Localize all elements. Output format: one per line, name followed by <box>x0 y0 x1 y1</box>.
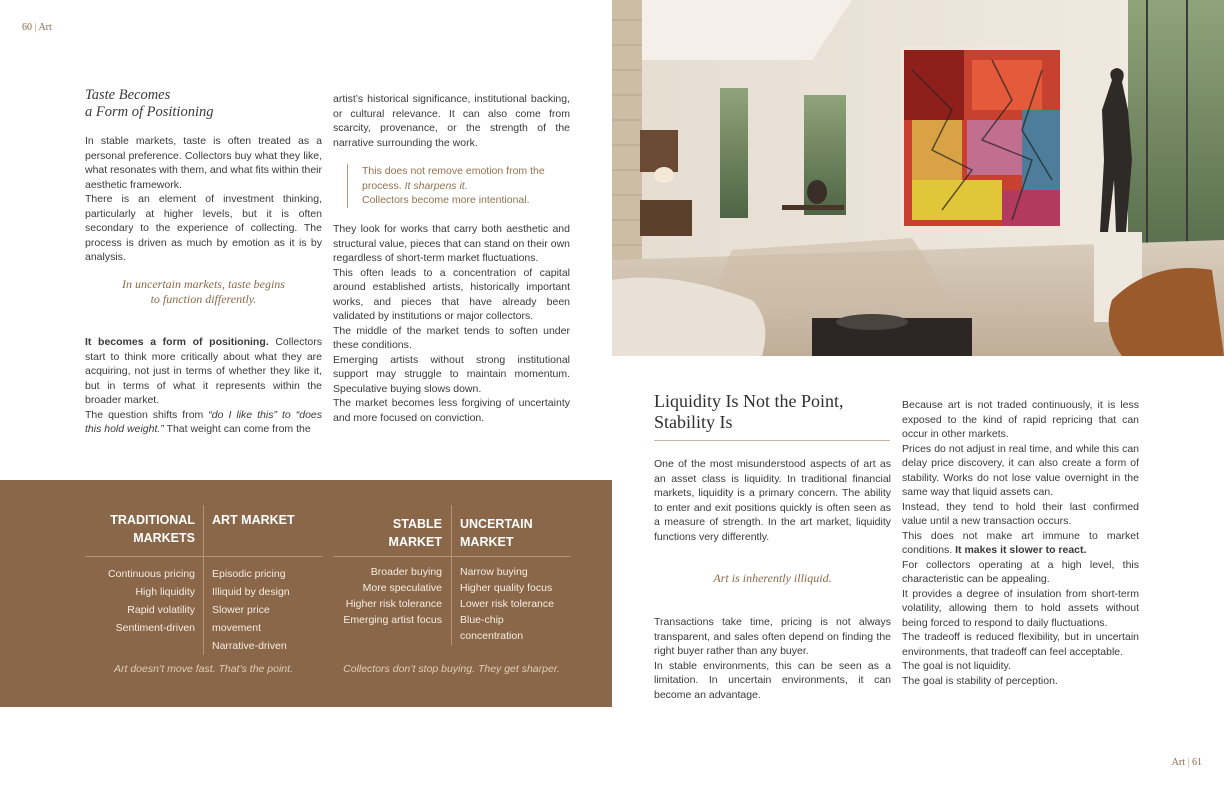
interior-photo <box>612 0 1224 356</box>
heading-rule <box>654 440 890 441</box>
table2-head-left-line1: STABLE <box>392 517 442 531</box>
table2-head-right <box>460 515 570 551</box>
comparison-table-traditional-vs-art <box>85 505 322 660</box>
table2-right-item: Narrow buying <box>460 566 528 578</box>
inline-quote <box>347 164 567 208</box>
comparison-table-stable-vs-uncertain <box>333 505 570 660</box>
paragraph: In stable markets, taste is often treated as a personal preference. Collectors buy what they like, what resonates with them, and what fits within their aesthetic framework. <box>85 135 322 191</box>
table1-right-item: Illiquid by design <box>212 586 290 598</box>
paragraph-lead: The question shifts from <box>85 408 209 421</box>
table2-right-item: Blue-chip <box>460 614 504 626</box>
paragraph: Instead, they tend to hold their last confirmed value until a new transaction occurs. <box>902 500 1139 527</box>
table2-left-item: More speculative <box>362 582 442 594</box>
table1-left-item: High liquidity <box>135 586 195 598</box>
paragraph: For collectors operating at a high level, this characteristic can be appealing. <box>902 558 1139 585</box>
left-heading-line1: Taste Becomes <box>85 87 171 103</box>
table1-left-column <box>85 565 195 637</box>
quote-line2-start: process. <box>362 179 405 192</box>
table1-left-item: Continuous pricing <box>108 568 195 580</box>
table2-divider <box>451 505 452 645</box>
paragraph: There is an element of investment thinking, particularly at higher levels, but it is often secondary to the experience of collecting. The process is driven as much by emotion as it is by analysis. <box>85 193 322 263</box>
quote-line1: This does not remove emotion from the <box>362 165 545 177</box>
table2-right-item: Lower risk tolerance <box>460 598 554 610</box>
paragraph-tail: That weight can come from the <box>163 423 311 435</box>
table2-left-item: Broader buying <box>370 566 442 578</box>
paragraph: artist’s historical significance, institutional backing, or cultural relevance. It can also come from scarcity, provenance, or the strength of the narrative surrounding the work. <box>333 93 570 149</box>
bold-phrase: It makes it slower to react. <box>955 544 1087 556</box>
table1-right-item: Narrative-driven <box>212 640 287 652</box>
quote-line2-italic: It sharpens it. <box>404 179 468 192</box>
table2-note: Collectors don’t stop buying. They get sharper. <box>343 663 560 675</box>
paragraph: Because art is not traded continuously, it is less exposed to the kind of rapid repricing that can occur in other markets. <box>902 399 1139 440</box>
folio-separator: | <box>1187 757 1192 768</box>
right-column-1-top <box>654 457 891 544</box>
table1-divider <box>203 505 204 655</box>
paragraph: Prices do not adjust in real time, and while this can delay price discovery, it can also create a form of stability. Works do not lose value overnight in the same way that liquid assets can. <box>902 442 1139 498</box>
table1-head-left-line2: MARKETS <box>133 531 195 545</box>
paragraph: The middle of the market tends to soften under these conditions. <box>333 324 570 351</box>
left-heading-line2: a Form of Positioning <box>85 104 214 120</box>
left-page-number: 60 <box>22 22 32 33</box>
paragraph-lead: This does not make art immune to market conditions. <box>902 529 1139 556</box>
table2-right-column <box>460 564 570 644</box>
right-folio <box>1150 757 1202 768</box>
table1-left-item: Rapid volatility <box>127 604 195 616</box>
table1-right-column <box>212 565 322 655</box>
paragraph: The market becomes less forgiving of uncertainty and more focused on conviction. <box>333 397 570 424</box>
paragraph: The tradeoff is reduced flexibility, but in uncertain environments, that tradeoff can feel acceptable. <box>902 631 1139 658</box>
table1-head-left <box>85 511 195 547</box>
table1-right-item: Episodic pricing <box>212 568 286 580</box>
right-pull-quote: Art is inherently illiquid. <box>713 571 832 585</box>
interior-photo-illustration <box>612 0 1224 356</box>
table1-note: Art doesn’t move fast. That’s the point. <box>114 663 293 675</box>
paragraph <box>902 529 1139 558</box>
quote-line2 <box>362 179 567 194</box>
quote-line3: Collectors become more intentional. <box>362 194 530 206</box>
left-column-2-top <box>333 92 570 150</box>
paragraph: One of the most misunderstood aspects of art as an asset class is liquidity. In traditional financial markets, liquidity is a primary concern. The ability to enter and exit positions quickly is often seen as a measure of strength. In the art market, liquidity functions very differently. <box>654 458 891 543</box>
table2-right-item: Higher quality focus <box>460 582 553 594</box>
paragraph-rest: Collectors start to think more critically about what they are acquiring, not just in terms of whether they like it, but in terms of what it represents within the broader market. <box>85 336 323 406</box>
right-column-2 <box>902 398 1139 688</box>
table2-left-item: Higher risk tolerance <box>345 598 442 610</box>
pull-quote-line1: In uncertain markets, taste begins <box>122 277 285 291</box>
left-column-1-bottom <box>85 335 322 437</box>
right-heading <box>654 391 890 433</box>
table1-right-item: Slower price <box>212 604 270 616</box>
paragraph <box>85 408 322 437</box>
paragraph <box>85 335 322 408</box>
table2-head-left <box>333 515 442 551</box>
table2-head-left-line2: MARKET <box>388 535 442 549</box>
table1-head-left-line1: TRADITIONAL <box>110 513 195 527</box>
paragraph: In stable environments, this can be seen as a limitation. In uncertain environments, it can become an advantage. <box>654 659 891 701</box>
paragraph: The goal is stability of perception. <box>902 674 1058 687</box>
pull-quote-line2: to function differently. <box>150 292 257 306</box>
right-heading-line2: Stability Is <box>654 412 733 432</box>
table2-head-right-line2: MARKET <box>460 535 514 549</box>
bold-lead: It becomes a form of positioning. <box>85 336 269 348</box>
paragraph: Emerging artists without strong institutional support may struggle to maintain momentum. Speculative buying slows down. <box>333 353 570 395</box>
italic-question: “do I like this” to “does this hold weight.” <box>85 408 322 435</box>
paragraph: The goal is not liquidity. <box>902 660 1011 672</box>
left-pull-quote <box>85 277 322 307</box>
right-section-name: Art <box>1171 757 1185 768</box>
left-heading <box>85 87 315 121</box>
left-column-1-top <box>85 134 322 265</box>
paragraph: Transactions take time, pricing is not always transparent, and sales often depend on finding the right buyer rather than any buyer. <box>654 616 891 657</box>
right-heading-line1: Liquidity Is Not the Point, <box>654 391 844 411</box>
paragraph: It provides a degree of insulation from short-term volatility, allowing them to hold assets without being forced to respond to daily fluctuations. <box>902 587 1139 629</box>
left-section-name: Art <box>38 22 52 33</box>
paragraph: This often leads to a concentration of capital around established artists, historically important works, and pieces that have already been validated by institutions or major collectors. <box>333 266 570 322</box>
folio-separator: | <box>34 22 39 33</box>
table2-left-column <box>333 564 442 628</box>
paragraph: They look for works that carry both aesthetic and structural value, pieces that can stand on their own regardless of short-term market fluctuations. <box>333 223 570 264</box>
left-column-2-bottom <box>333 222 570 425</box>
right-column-1-bottom <box>654 615 891 702</box>
left-folio <box>22 22 52 33</box>
right-page-number: 61 <box>1192 757 1202 768</box>
table1-left-item: Sentiment-driven <box>115 622 195 634</box>
table2-head-right-line1: UNCERTAIN <box>460 517 533 531</box>
table1-right-item: movement <box>212 622 262 634</box>
table2-right-item: concentration <box>460 630 524 642</box>
table1-head-right: ART MARKET <box>212 513 295 527</box>
table2-left-item: Emerging artist focus <box>343 614 442 626</box>
